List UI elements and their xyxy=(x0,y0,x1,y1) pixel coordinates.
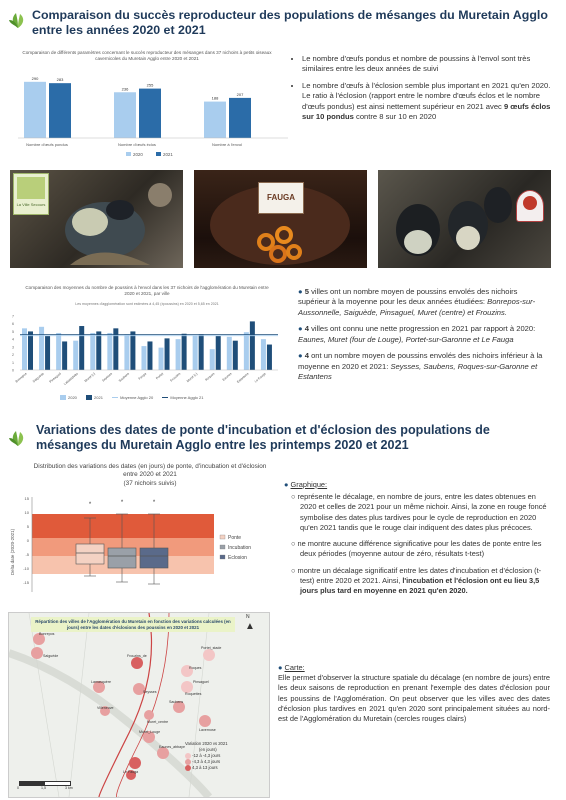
bar-2021-Le Fauga xyxy=(267,345,272,370)
bar-2021-Portet xyxy=(165,338,170,370)
bar-2021-Saiguède xyxy=(45,336,50,370)
section1-title: Comparaison du succès reproducteur des populations de mésanges du Muretain Agglo entre les années 2020 et 2021 xyxy=(32,8,548,37)
legend-eclosion: Eclosion xyxy=(228,555,247,561)
scale-1: 1,5 xyxy=(41,786,46,790)
svg-text:5: 5 xyxy=(26,524,29,529)
bar-2021-2 xyxy=(229,98,251,138)
bar-2020-Estantens xyxy=(244,332,249,370)
legend-low: -12 à -4,3 jours xyxy=(185,753,265,759)
bar-value-label: 255 xyxy=(146,82,154,88)
bar-value-label: 290 xyxy=(31,75,39,81)
y-tick-label: 3 xyxy=(12,345,14,350)
x-tick-label: Le Fauga xyxy=(253,371,267,384)
x-tick-label: Portet xyxy=(155,371,165,381)
map-town-label: Pinsaguel xyxy=(193,680,209,684)
map-town-label: Seysses xyxy=(143,690,157,694)
map-town-label: Roquettes xyxy=(185,692,202,696)
scale-0: 0 xyxy=(17,786,19,790)
bar-2020-2 xyxy=(204,102,226,138)
boxplot-ylabel: Delta date (2020-2021) xyxy=(10,528,15,576)
x-tick-label: Estantens xyxy=(236,371,250,384)
bar-2021-Bonrepos xyxy=(28,331,33,370)
bar-2020-Muret (c) xyxy=(90,333,95,370)
x-tick-label: Eaunes xyxy=(221,371,233,382)
x-tick-label: Saiguède xyxy=(31,371,45,384)
y-tick-label: 2 xyxy=(12,353,14,358)
map-town-label: Muret_centre xyxy=(147,720,169,724)
svg-text:-5: -5 xyxy=(25,552,29,557)
bar-2021-Labastidette xyxy=(79,326,84,370)
graphique-b1: ○ représente le décalage, en nombre de jours, entre les dates obtenues en 2020 et celles de 2021 pour un même nichoir. Ainsi, la zone en rouge foncé symbolise des dates plus tardives pour le cycle de reproduction en 2020 qu'en 2021 tandis que le rouge clair indiquent des dates plus précoces. xyxy=(291,492,547,532)
legend-2021: 2021 xyxy=(163,152,173,157)
map-legend-title: Variation 2020 vs 2021 xyxy=(185,741,228,746)
carte-label: Carte: xyxy=(284,663,305,672)
logo-town-1: La Ville Secours xyxy=(13,173,49,215)
photo-bird-nest-2 xyxy=(194,170,367,268)
map-town-label: Saiguède xyxy=(43,654,59,658)
y-tick-label: 1 xyxy=(12,360,14,365)
stars-incubation: * xyxy=(120,500,124,506)
bar-2020-Saiguède xyxy=(39,327,44,370)
bar-2020-Saubens xyxy=(124,335,129,370)
bar-2020-Roques xyxy=(210,349,215,370)
y-tick-label: 5 xyxy=(12,329,14,334)
logo-town-3 xyxy=(516,190,544,222)
x-tick-label: Frouzins xyxy=(169,371,182,383)
bar-2020-Fauga xyxy=(141,346,146,370)
bullet-4-villes-progression: ● 4 villes ont connu une nette progression en 2021 par rapport à 2020: Eaunes, Muret (four de Louge), Portet-sur-Garonne et Le Fauga xyxy=(298,324,536,344)
boxplot-date-variations xyxy=(8,492,278,602)
map-town-label: Lamasquère xyxy=(91,680,111,684)
map-town-label: Muret_Louge xyxy=(139,730,161,734)
legend-ponte: Ponte xyxy=(228,535,242,541)
legend-2021: 2021 xyxy=(86,395,103,400)
chart1-caption: Comparaison de différents paramètres concernant le succès reproducteur des mésanges dans 37 nichoirs à petits oiseaux cavernicoles du Muretain Agglo entre 2020 et 2021 xyxy=(22,50,272,61)
bar-2020-Portet xyxy=(159,348,164,370)
bullets1 xyxy=(290,54,552,129)
map-town-label: Villeneuve xyxy=(97,706,114,710)
bar-2021-Estantens xyxy=(250,321,255,370)
chart2-caption: Comparaison des moyennes du nombre de poussins à l'envol dans les 37 nichoirs de l'agglomération du Muretain entre 2020 et 2021, par ville xyxy=(25,285,269,296)
y-tick-label: 6 xyxy=(12,322,14,327)
bar-2021-Frouzins xyxy=(182,334,187,370)
x-tick-label: Saubens xyxy=(117,371,131,383)
bar-chart-fledglings-by-town xyxy=(6,308,286,394)
chart2-subcaption: Les moyennes d'agglomération sont estimées à 4,45 (±poussins) en 2020 et 5,65 en 2021 xyxy=(75,302,219,306)
bullet2-item: • Le nombre d'œufs à l'éclosion semble plus important en 2021 qu'en 2020. Le ratio à l'éclosion (rapport entre le nombre d'œufs éclos et le nombre d'œufs pondus) est ainsi nettement supérieur en 2021 avec 9 œufs éclos sur 10 pondus contre 8 sur 10 en 2020 xyxy=(302,81,552,123)
bar-2021-Muret (c) xyxy=(96,331,101,370)
carte-text: ● Carte: Elle permet d'observer la structure spatiale du décalage (en nombre de jours) entre les deux saisons de reproduction en prenant l'exemple des dates d'éclosion pour les poussins de l'Agglomération. On peut observer que les villes avec des dates d'éclosion plus tardives en 2021 qu'en 2020 sont principalement situées au nord-est de l'Agglomération du Muretain (cercles rouges clairs) xyxy=(278,663,550,724)
bullets2 xyxy=(292,287,550,389)
map-town-label: Eaunes_abbaye xyxy=(159,745,185,749)
bullet1-item: • Le nombre d'œufs pondus et nombre de poussins à l'envol sont très similaires entre les deux années de suivi xyxy=(302,54,552,75)
graphique-b3: ○ montre un décalage significatif entre les dates d'incubation et d'éclosion (t-test) entre 2020 et 2021. Ainsi, l'incubation et l'éclosion ont eu lieu 3,5 jours plus tard en moyenne en 2021 qu'en 2020. xyxy=(291,565,542,595)
bullet-4-villes-inferieur: ● 4 ont un nombre moyen de poussins envolés des nichoirs inférieur à la moyenne en 2020 et 2021: Seysses, Saubens, Roques-sur-Garonne et Estantens xyxy=(298,351,543,382)
map-legend-sub: (en jours) xyxy=(199,746,217,752)
map-town-label: Lavernose xyxy=(199,728,216,732)
carte-paragraph: Elle permet d'observer la structure spatiale du décalage (en nombre de jours) entre les deux saisons de reproduction en prenant l'exemple des dates d'éclosion pour les poussins de l'Agglomération. On peut observer que les villes avec des dates d'éclosion plus tardives en 2021 qu'en 2020 sont principalement situées au nord-est de l'Agglomération du Muretain (cercles rouges clairs) xyxy=(278,673,550,724)
legend-avg20: Moyenne Agglo 20 xyxy=(112,395,153,400)
stars-ponte: * xyxy=(88,502,92,508)
chart2-legend xyxy=(60,395,211,400)
stars-eclosion: * xyxy=(152,500,156,506)
bar-2020-Pinsaguel xyxy=(56,333,61,370)
y-tick-label: 7 xyxy=(12,314,14,319)
legend-high: 4,3 à 13 jours xyxy=(185,765,265,771)
map-legend xyxy=(185,741,265,771)
bar-2021-Muret (L) xyxy=(199,335,204,370)
north-label: N xyxy=(246,614,250,620)
svg-text:10: 10 xyxy=(24,510,29,515)
bar-2020-Eaunes xyxy=(227,337,232,370)
boxplot-caption: Distribution des variations des dates (en jours) de ponte, d'incubation et d'éclosion entre 2020 et 2021 xyxy=(33,463,267,479)
bar-2021-Pinsaguel xyxy=(62,341,67,370)
bar-chart-hatching xyxy=(18,64,288,160)
bar-value-label: 283 xyxy=(56,77,64,83)
leaf-icon xyxy=(8,428,28,448)
section2-title: Variations des dates de ponte d'incubation et d'éclosion des populations de mésanges du Muretain Agglo entre les printemps 2020 et 2021 xyxy=(36,423,490,453)
legend-incubation: Incubation xyxy=(228,545,252,551)
bar-2021-1 xyxy=(139,89,161,138)
bar-2021-Roques xyxy=(216,336,221,370)
legend-2020: 2020 xyxy=(60,395,77,400)
map-town-label: Le Fauga xyxy=(123,770,139,774)
x-tick-label: Pinsaguel xyxy=(48,371,62,384)
bar-2021-Eaunes xyxy=(233,341,238,370)
bar-2020-0 xyxy=(24,82,46,138)
y-tick-label: 0 xyxy=(12,368,14,373)
bar-2020-Muret (L) xyxy=(193,335,198,370)
map-town-label: Frouzins_de xyxy=(127,654,147,658)
svg-text:-15: -15 xyxy=(23,580,29,585)
map-title: Répartition des villes de l'Agglomération du Muretain en fonction des variations calculées (en jours) entre les dates d'éclosions des poussins en 2020 et 2021 xyxy=(31,617,235,632)
x-tick-label: Roques xyxy=(204,371,216,382)
bar-value-label: 207 xyxy=(236,91,244,97)
photo-bird-nest-3 xyxy=(378,170,551,268)
bar-2020-1 xyxy=(114,92,136,138)
map-hatching-variation xyxy=(8,612,270,798)
bar-2020-Labastidette xyxy=(73,341,78,370)
x-tick-label: Bonrepos xyxy=(14,371,28,384)
graphique-label: Graphique: xyxy=(290,480,328,489)
legend-avg21: Moyenne Agglo 21 xyxy=(162,395,203,400)
legend-mid: -4,3 à 4,3 jours xyxy=(185,759,265,765)
bar-2021-Fauga xyxy=(147,341,152,370)
graphique-b2: ○ ne montre aucune différence significative pour les dates de ponte entre les deux périodes (moyenne autour de zéro, résultats t-test) xyxy=(291,539,542,559)
bar-2021-Saubens xyxy=(130,331,135,370)
bar-2020-Seysses xyxy=(107,333,112,370)
map-town-label: Portet_stade xyxy=(201,646,222,650)
bar-value-label: 188 xyxy=(211,95,219,101)
map-town-label: Bonrepos xyxy=(39,632,55,636)
map-town-label: Roques xyxy=(189,666,202,670)
leaf-icon xyxy=(8,10,28,30)
bar-2020-Le Fauga xyxy=(261,339,266,370)
bar-value-label: 236 xyxy=(121,86,129,92)
scale-2: 3 km xyxy=(65,786,73,790)
bar-2021-0 xyxy=(49,83,71,138)
logo-town-2: FAUGA xyxy=(258,182,304,214)
x-tick-label: Labastidette xyxy=(62,371,79,386)
svg-text:15: 15 xyxy=(24,496,29,501)
x-tick-label: Muret (c) xyxy=(83,371,96,383)
boxplot-caption2: (37 nichoirs suivis) xyxy=(123,480,177,487)
x-tick-label: Nombre d'œufs pondus xyxy=(26,142,68,147)
svg-text:-10: -10 xyxy=(23,566,29,571)
graphique-text: ● Graphique: ○ représente le décalage, en nombre de jours, entre les dates obtenues en 2020 et celles de 2021 pour un même nichoir. Ainsi, la zone en rouge foncé symbolise des dates plus tardives pour le cycle de reproduction en 2020 qu'en 2021 tandis que le rouge clair indiquent des dates plus précoces. ○ ne montre aucune différence significative pour les dates de ponte entre les deux périodes (moyenne autour de zéro, résultats t-test) ○ montre un décalage significatif entre les dates d'incubation et d'éclosion (t-test) entre 2020 et 2021. Ainsi, l'incubation et l'éclosion ont eu lieu 3,5 jours plus tard en moyenne en 2021 qu'en 2020. xyxy=(286,480,550,602)
bar-2020-Frouzins xyxy=(176,339,181,370)
x-tick-label: Nombre à l'envol xyxy=(212,142,242,147)
map-town-label: Saubens xyxy=(169,700,184,704)
x-tick-label: Seysses xyxy=(101,371,113,383)
north-arrow-icon: ▲ xyxy=(245,621,255,632)
photo-bird-nest-1 xyxy=(10,170,183,268)
x-tick-label: Fauga xyxy=(137,371,148,381)
x-tick-label: Nombre d'œufs éclos xyxy=(118,142,156,147)
legend-2020: 2020 xyxy=(133,152,143,157)
svg-text:0: 0 xyxy=(26,538,29,543)
y-tick-label: 4 xyxy=(12,337,14,342)
x-tick-label: Muret (L) xyxy=(185,371,199,384)
bullet-5-villes: ● 5 villes ont un nombre moyen de poussins envolés des nichoirs supérieur à la moyenne pour les deux années étudiées: Bonrepos-sur-Aussonnelle, Saiguède, Pinsaguel, Muret (centre) et Frouzins. xyxy=(298,287,536,317)
